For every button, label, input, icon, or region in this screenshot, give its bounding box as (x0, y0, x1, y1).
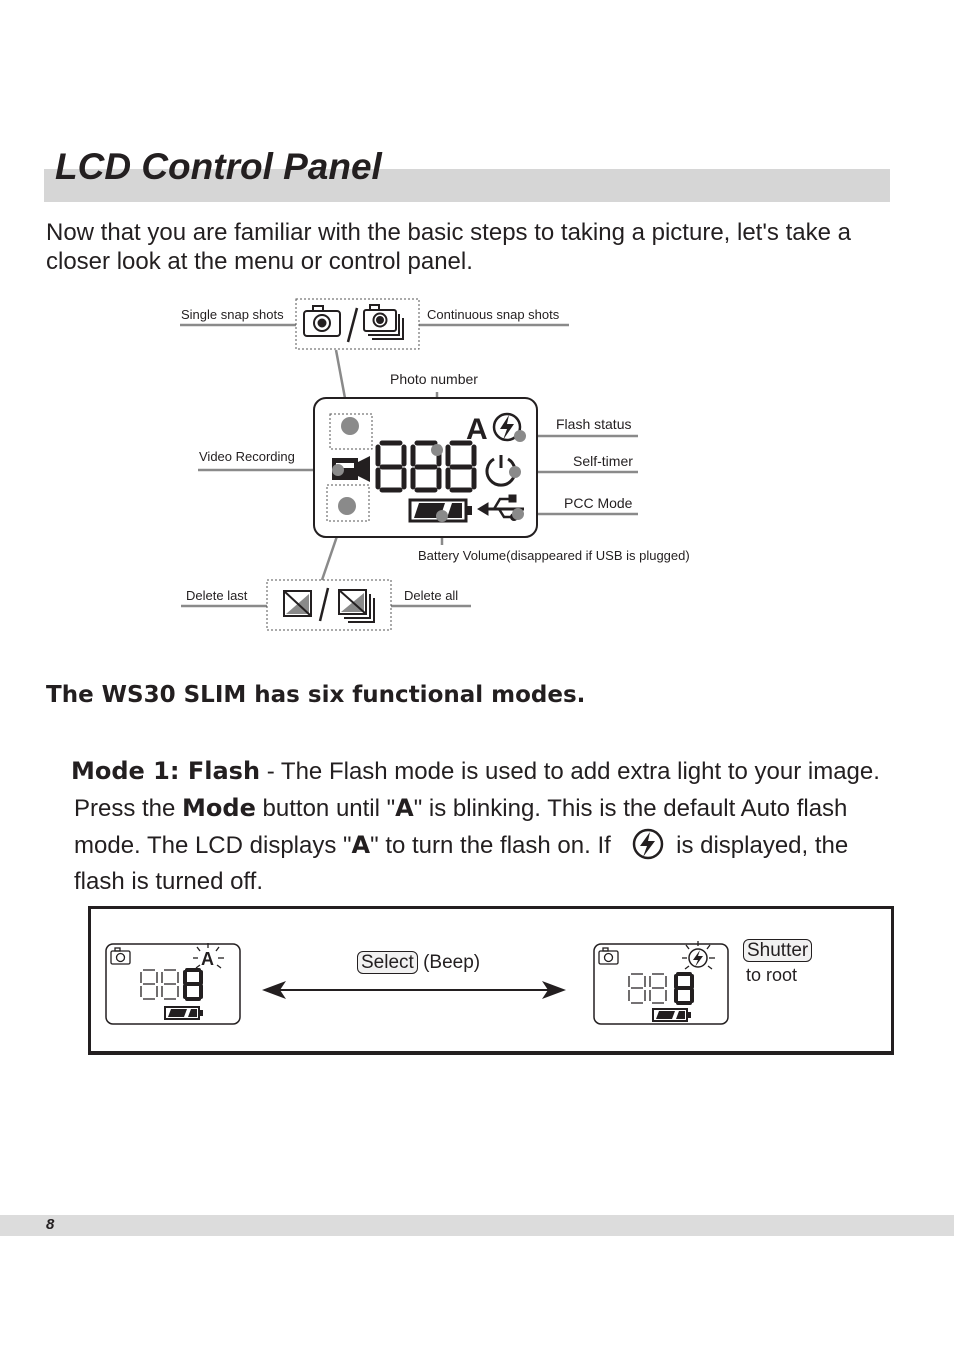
mode1-text: - The Flash mode is used to add extra light to your image. Press the (74, 758, 880, 822)
delete-all-icon (339, 590, 374, 622)
page-number: 8 (46, 1216, 55, 1233)
mode1-paragraph (71, 753, 894, 900)
label-photo-number: Photo number (390, 371, 478, 387)
select-label-wrap (357, 952, 480, 974)
shutter-button[interactable]: Shutter (743, 939, 812, 962)
label-self-timer: Self-timer (573, 453, 633, 469)
select-button[interactable]: Select (357, 951, 418, 974)
mode1-title: Mode 1: Flash (71, 757, 261, 785)
label-single-snap: Single snap shots (181, 307, 284, 322)
label-delete-last: Delete last (186, 588, 248, 603)
page-title: LCD Control Panel (55, 146, 382, 187)
mode1-text: " to turn the flash on. If (370, 832, 618, 859)
lcd-flash-off (592, 938, 732, 1028)
label-battery: Battery Volume(disappeared if USB is plugged) (418, 548, 690, 563)
mode1-text: " is blinking. This is the default Auto flash mode. The LCD displays " (74, 795, 848, 859)
section-heading: The WS30 SLIM has six functional modes. (46, 682, 586, 708)
lcd-auto-flash (104, 938, 244, 1028)
label-pcc-mode: PCC Mode (564, 495, 633, 511)
lcd-diagram (0, 290, 954, 640)
flash-auto-letter: A (201, 949, 214, 969)
label-flash-status: Flash status (556, 416, 632, 432)
flash-off-icon (631, 827, 665, 861)
intro-paragraph: Now that you are familiar with the basic steps to taking a picture, let's take a closer look at the menu or control panel. (46, 219, 851, 275)
camera-icon (304, 306, 340, 336)
label-continuous-snap: Continuous snap shots (427, 307, 560, 322)
auto-keyword: A (395, 794, 414, 822)
burst-camera-icon (364, 305, 403, 339)
flash-auto-letter: A (466, 413, 488, 446)
auto-keyword: A (351, 831, 371, 859)
double-arrow (258, 978, 570, 1002)
label-delete-all: Delete all (404, 588, 459, 603)
mode1-text: button until " (255, 795, 396, 822)
beep-label: (Beep) (423, 952, 481, 973)
delete-last-icon (284, 591, 311, 616)
mode-keyword: Mode (182, 794, 256, 822)
footer-bar (0, 1215, 954, 1236)
mode1-text: is displayed, the flash is turned off. (74, 832, 849, 895)
label-video-recording: Video Recording (199, 449, 295, 464)
shutter-wrap (743, 940, 812, 962)
to-root-label: to root (746, 965, 798, 985)
